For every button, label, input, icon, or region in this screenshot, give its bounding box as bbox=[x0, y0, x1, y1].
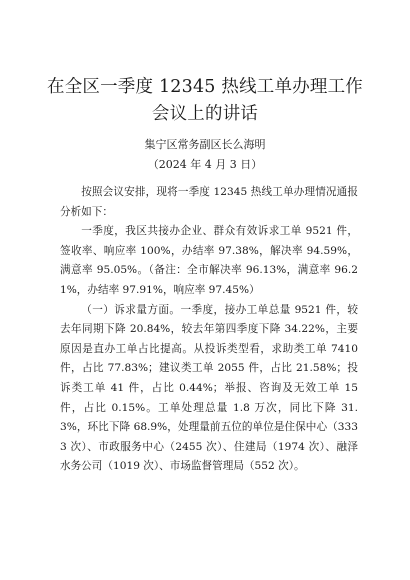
paragraph-summary: 一季度，我区共接办企业、群众有效诉求工单 9521 件，签收率、响应率 100%，办结率 97.38%，解决率 94.59%，满意率 95.05%。（备注：全市解决率 96.13%，满意率 96.21%，办结率 97.91%，响应率 97.45%） bbox=[60, 225, 358, 296]
document-title: 在全区一季度 12345 热线工单办理工作会议上的讲话 bbox=[47, 77, 363, 124]
paragraph-appeal-volume: （一）诉求量方面。一季度，接办工单总量 9521 件，较去年同期下降 20.84%，较去年第四季度下降 34.22%，主要原因是直办工单占比提高。从投诉类型看，求助类工单 7410 件，占比 77.83%；建议类工单 2055 件，占比 21.58%；投诉类工单 41 件，占比 0.44%；举报、咨询及无效工单 15 件，占比 0.15%。工单处理总量 1.8 万次，同比下降 31.3%，环比下降 68.9%，处理量前五位的单位是住保中心（3333 次）、市政服务中心（2455 次）、住建局（1974 次）、融泽水务公司（1019 次）、市场监督管理局（552 次）。 bbox=[60, 303, 358, 473]
document-body bbox=[60, 183, 358, 477]
paragraph-intro: 按照会议安排，现将一季度 12345 热线工单办理情况通报分析如下： bbox=[60, 186, 358, 218]
document-author: 集宁区常务副区长么海明 bbox=[144, 138, 266, 151]
document-date: （2024 年 4 月 3 日） bbox=[147, 158, 263, 171]
